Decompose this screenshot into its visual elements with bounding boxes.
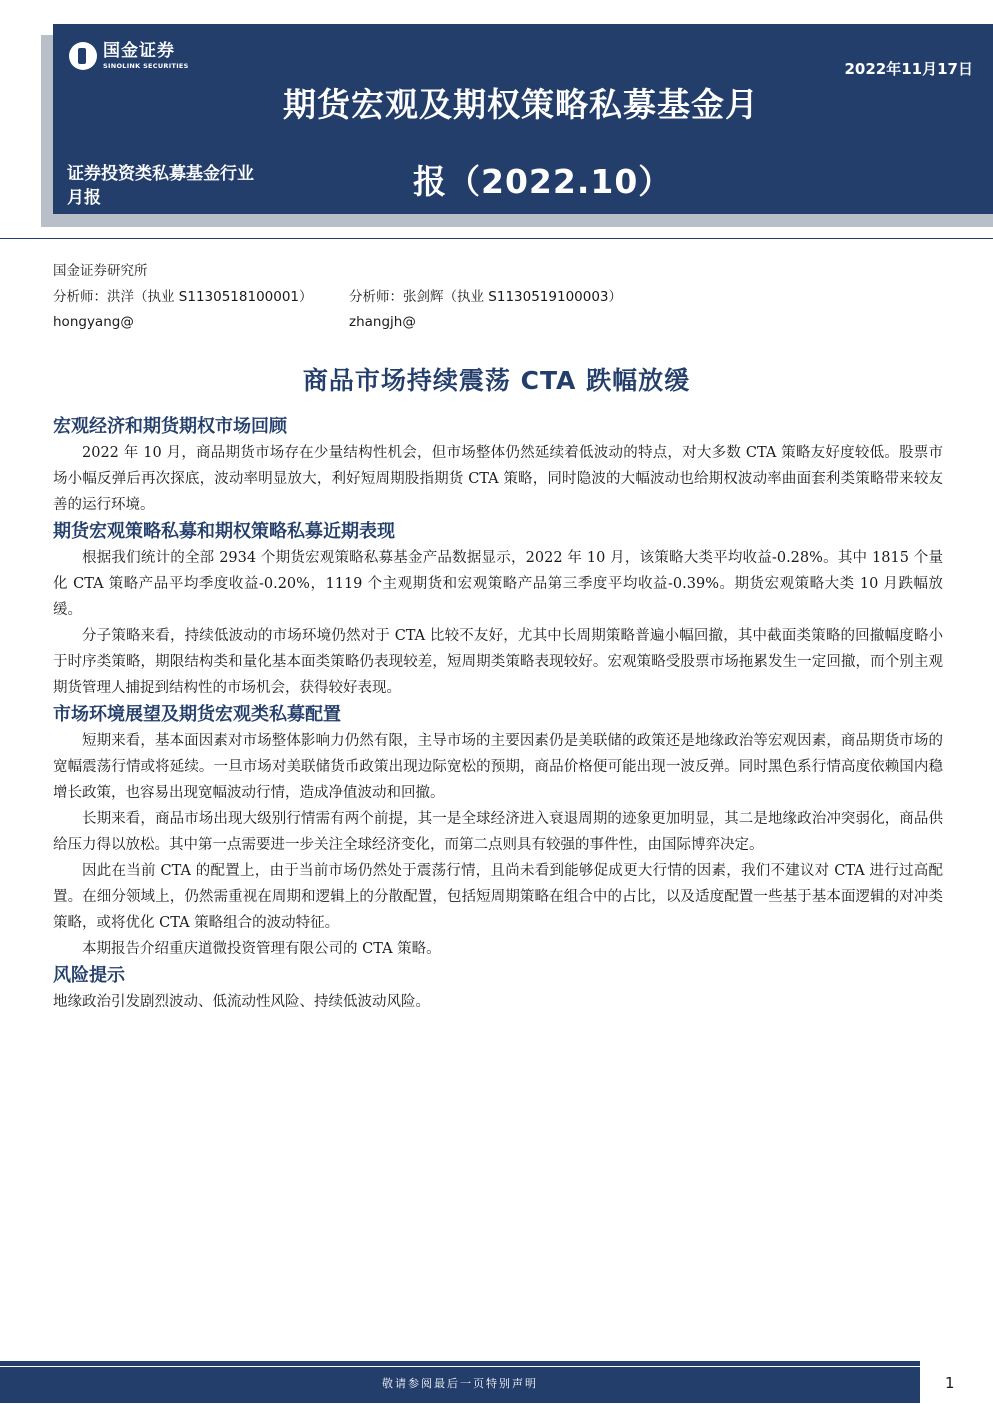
paragraph: 因此在当前 CTA 的配置上，由于当前市场仍然处于震荡行情，且尚未看到能够促成更大行情的因素，我们不建议对 CTA 进行过高配置。在细分领域上，仍然需重视在周期和逻辑上的分散配置，包括短周期策略在组合中的占比，以及适度配置一些基于基本面逻辑的对冲类策略，或将优化 CTA 策略组合的波动特征。	[53, 863, 943, 931]
analyst-2-email[interactable]: zhangjh@	[349, 314, 416, 330]
paragraph: 2022 年 10 月，商品期货市场存在少量结构性机会，但市场整体仍然延续着低波动的特点，对大多数 CTA 策略友好度较低。股票市场小幅反弹后再次探底，波动率明显放大，利好短周期股指期货 CTA 策略，同时隐波的大幅波动也给期权波动率曲面套利类策略带来较友善的运行环境。	[53, 445, 943, 513]
report-title-line1: 期货宏观及期权策略私募基金月	[283, 85, 759, 124]
analyst-1: 分析师：洪洋（执业 S1130518100001）	[53, 289, 313, 305]
footer-disclaimer-note: 敬请参阅最后一页特别声明	[382, 1377, 538, 1390]
header-banner	[53, 24, 993, 214]
logo-name-cn: 国金证券	[103, 40, 175, 61]
paragraph: 本期报告介绍重庆道微投资管理有限公司的 CTA 策略。	[82, 941, 441, 957]
analyst-1-email[interactable]: hongyang@	[53, 314, 134, 330]
institute-name: 国金证券研究所	[53, 263, 148, 279]
analyst-2: 分析师：张剑辉（执业 S1130519100003）	[349, 289, 623, 305]
logo-name-en: SINOLINK SECURITIES	[103, 61, 189, 70]
paragraph: 短期来看，基本面因素对市场整体影响力仍然有限，主导市场的主要因素仍是美联储的政策还是地缘政治等宏观因素，商品期货市场的宽幅震荡行情或将延续。一旦市场对美联储货币政策出现边际宽松的预期，商品价格便可能出现一波反弹。同时黑色系行情高度依赖国内稳增长政策，也容易出现宽幅波动行情，造成净值波动和回撤。	[53, 733, 943, 801]
page-number: 1	[945, 1374, 955, 1392]
section-heading: 风险提示	[53, 965, 125, 986]
report-title-line2: 报（2022.10）	[413, 162, 673, 201]
company-logo	[69, 42, 189, 70]
header-divider	[0, 238, 993, 239]
report-date: 2022年11月17日	[844, 60, 973, 78]
footer-divider	[0, 1366, 920, 1367]
logo-icon	[69, 42, 97, 70]
paragraph: 地缘政治引发剧烈波动、低流动性风险、持续低波动风险。	[53, 994, 430, 1010]
paragraph: 长期来看，商品市场出现大级别行情需有两个前提，其一是全球经济进入衰退周期的迹象更加明显，其二是地缘政治冲突弱化，商品供给压力得以放松。其中第一点需要进一步关注全球经济变化，而第二点则具有较强的事件性，由国际博弈决定。	[53, 811, 943, 853]
report-body	[53, 413, 943, 1015]
section-heading: 期货宏观策略私募和期权策略私募近期表现	[53, 521, 395, 542]
section-heading: 宏观经济和期货期权市场回顾	[53, 416, 287, 437]
paragraph: 根据我们统计的全部 2934 个期货宏观策略私募基金产品数据显示，2022 年 10 月，该策略大类平均收益-0.28%。其中 1815 个量化 CTA 策略产品平均季度收益-0.20%，1119 个主观期货和宏观策略产品第三季度平均收益-0.39%。期货宏观策略大类 10 月跌幅放缓。	[53, 550, 943, 618]
main-title: 商品市场持续震荡 CTA 跌幅放缓	[302, 366, 691, 395]
report-type: 证券投资类私募基金行业月报	[67, 164, 254, 208]
paragraph: 分子策略来看，持续低波动的市场环境仍然对于 CTA 比较不友好，尤其中长周期策略普遍小幅回撤，其中截面类策略的回撤幅度略小于时序类策略，期限结构类和量化基本面类策略仍表现较差，短周期类策略表现较好。宏观策略受股票市场拖累发生一定回撤，而个别主观期货管理人捕捉到结构性的市场机会，获得较好表现。	[53, 628, 943, 696]
section-heading: 市场环境展望及期货宏观类私募配置	[53, 704, 341, 725]
